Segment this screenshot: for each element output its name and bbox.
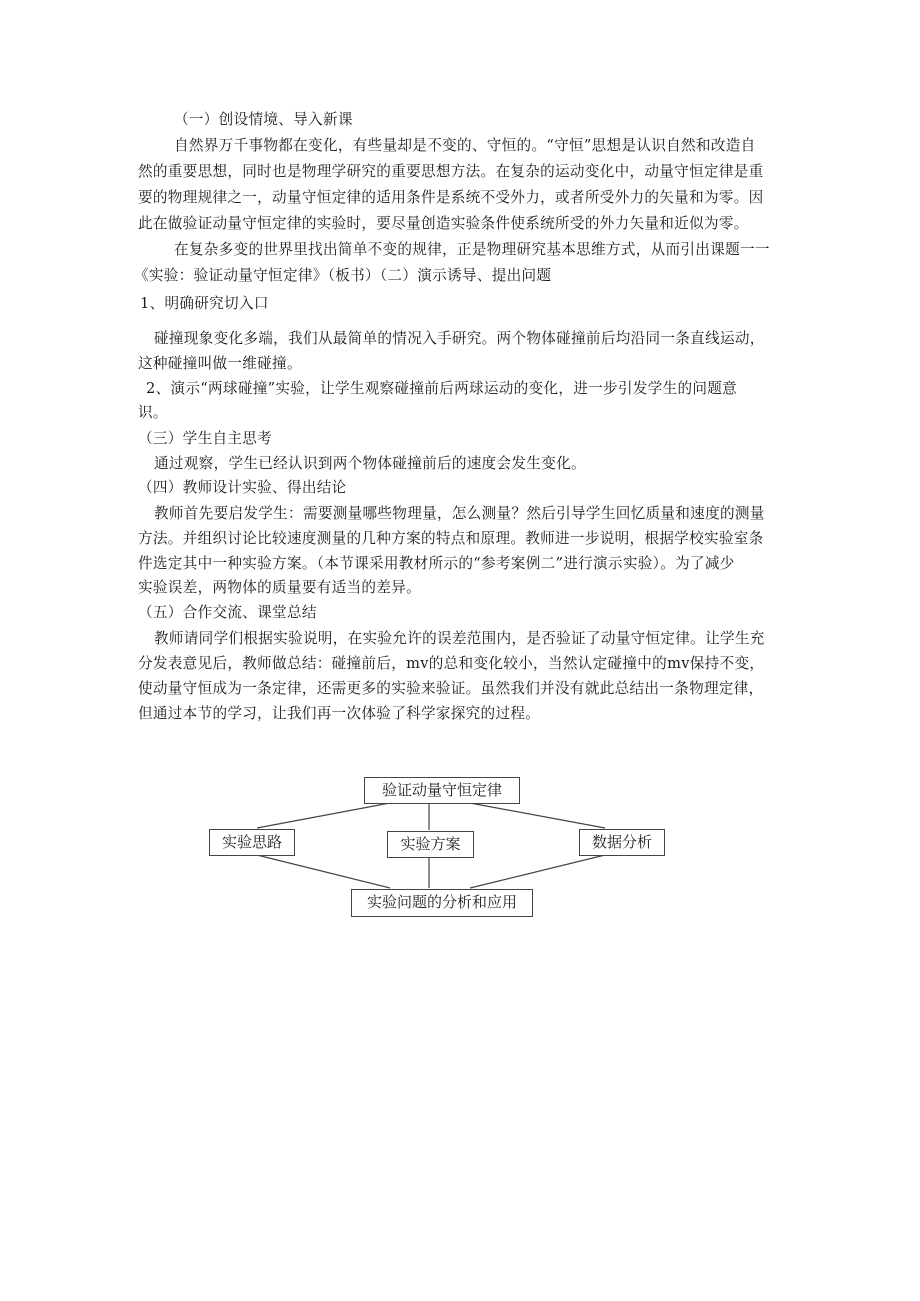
section-heading-3: （三）学生自主思考 bbox=[138, 430, 273, 447]
diagram-box-middle: 实验方案 bbox=[387, 831, 474, 858]
paragraph-line: 方法。并组织讨论比较速度测量的几种方案的特点和原理。教师进一步说明，根据学校实验室条 bbox=[138, 530, 764, 547]
paragraph-line: 通过观察，学生已经认识到两个物体碰撞前后的速度会发生变化。 bbox=[154, 455, 586, 472]
paragraph-line: 然的重要思想，同时也是物理学研究的重要思想方法。在复杂的运动变化中，动量守恒定律是重 bbox=[138, 163, 764, 180]
concept-diagram bbox=[200, 770, 680, 930]
diagram-box-bottom: 实验问题的分析和应用 bbox=[351, 889, 533, 917]
paragraph-line: 在复杂多变的世界里找出简单不变的规律，正是物理研究基本思维方式，从而引出课题一一 bbox=[174, 241, 770, 258]
diagram-box-top: 验证动量守恒定律 bbox=[364, 777, 520, 804]
paragraph-line: 教师首先要启发学生：需要测量哪些物理量，怎么测量？然后引导学生回忆质量和速度的测量 bbox=[154, 505, 765, 522]
connector-left-bottom bbox=[257, 855, 390, 888]
paragraph-line: 这种碰撞叫做一维碰撞。 bbox=[138, 355, 302, 372]
section-heading-1: （一）创设情境、导入新课 bbox=[174, 111, 353, 128]
section-heading-4: （四）教师设计实验、得出结论 bbox=[138, 479, 347, 496]
connector-top-right bbox=[470, 803, 605, 828]
sub-heading: 1、明确研究切入口 bbox=[140, 295, 269, 312]
paragraph-line: 识。 bbox=[138, 404, 168, 421]
paragraph-line: 但通过本节的学习，让我们再一次体验了科学家探究的过程。 bbox=[138, 705, 541, 722]
paragraph-line: 要的物理规律之一，动量守恒定律的适用条件是系统不受外力，或者所受外力的矢量和为零。因 bbox=[138, 189, 764, 206]
connector-right-bottom bbox=[470, 855, 605, 888]
paragraph-line: 教师请同学们根据实验说明，在实验允许的误差范围内，是否验证了动量守恒定律。让学生充 bbox=[154, 630, 765, 647]
paragraph-line: 碰撞现象变化多端，我们从最简单的情况入手研究。两个物体碰撞前后均沿同一条直线运动， bbox=[154, 330, 765, 347]
paragraph-line: 分发表意见后，教师做总结：碰撞前后，mv的总和变化较小，当然认定碰撞中的mv保持不变， bbox=[138, 655, 765, 672]
diagram-box-right: 数据分析 bbox=[579, 829, 665, 856]
paragraph-line: 实验误差，两物体的质量要有适当的差异。 bbox=[138, 579, 421, 596]
paragraph-line: 2、演示“两球碰撞”实验，让学生观察碰撞前后两球运动的变化，进一步引发学生的问题意 bbox=[146, 380, 738, 397]
paragraph-line: 《实验：验证动量守恒定律》（板书）（二）演示诱导、提出问题 bbox=[134, 267, 552, 284]
diagram-box-left: 实验思路 bbox=[209, 829, 295, 856]
section-heading-5: （五）合作交流、课堂总结 bbox=[138, 604, 317, 621]
connector-top-left bbox=[257, 803, 390, 828]
paragraph-line: 自然界万千事物都在变化，有些量却是不变的、守恒的。“守恒”思想是认识自然和改造自 bbox=[174, 137, 756, 154]
paragraph-line: 此在做验证动量守恒定律的实验时，要尽量创造实验条件使系统所受的外力矢量和近似为零。 bbox=[138, 215, 749, 232]
paragraph-line: 使动量守恒成为一条定律，还需更多的实验来验证。虽然我们并没有就此总结出一条物理定律， bbox=[138, 680, 764, 697]
paragraph-line: 件选定其中一种实验方案。（本节课采用教材所示的“参考案例二”进行演示实验）。为了减少 bbox=[138, 555, 735, 572]
